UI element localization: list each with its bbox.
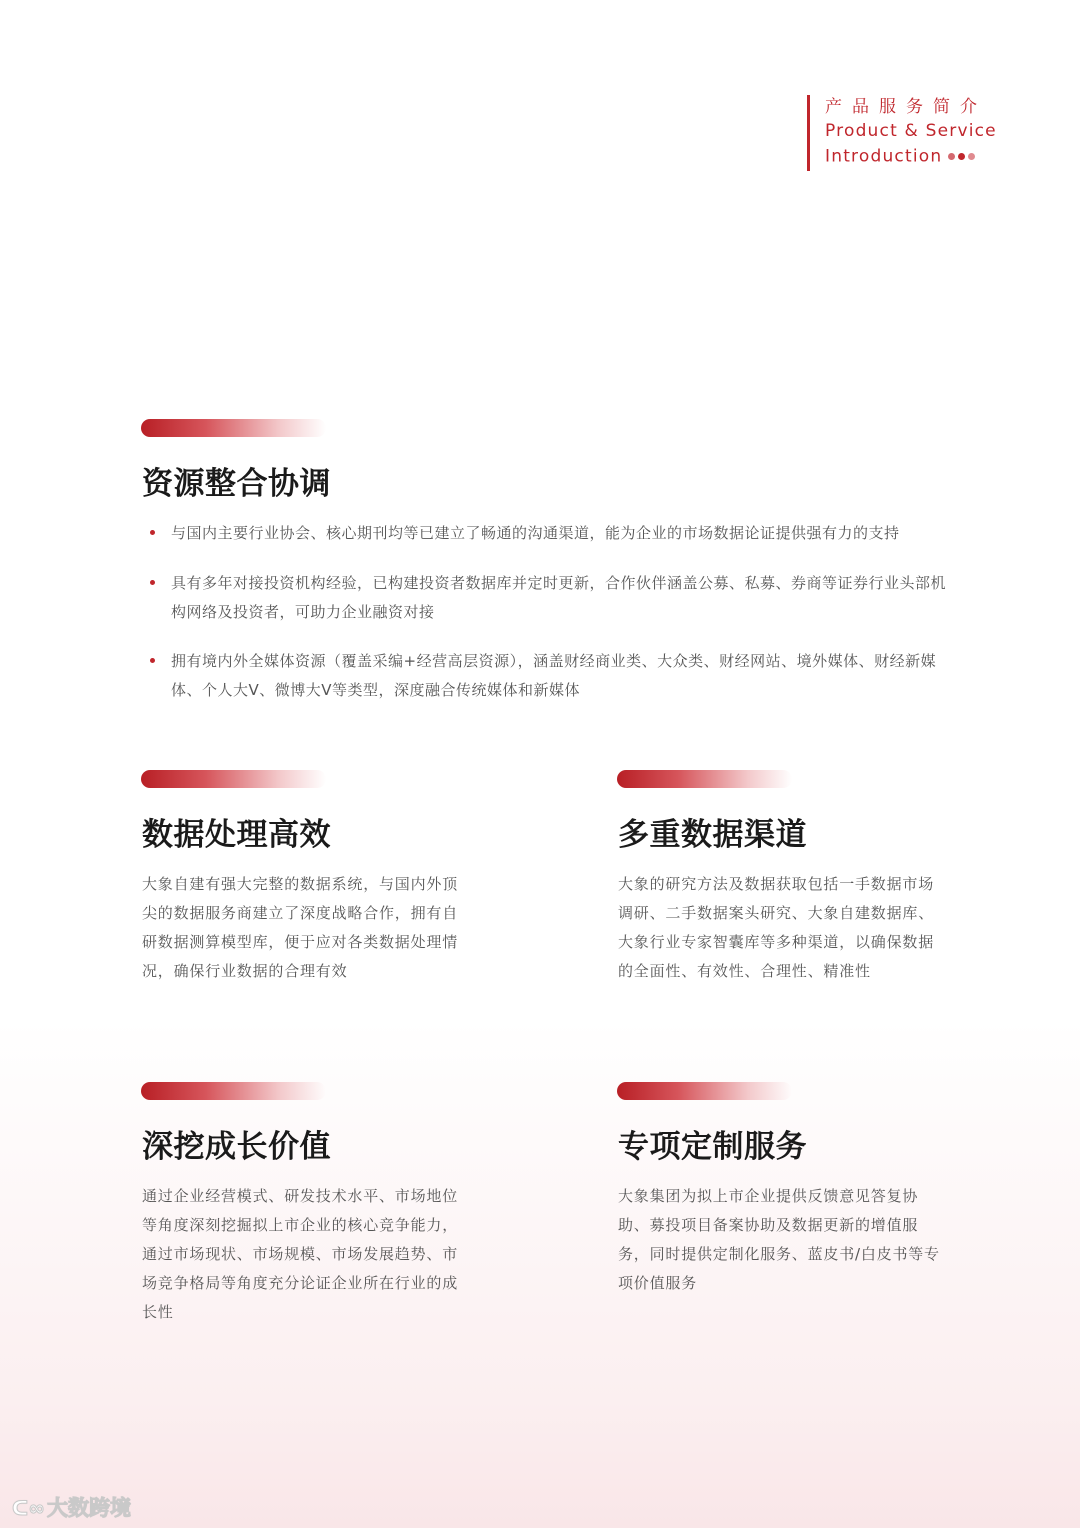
bullet-item (150, 647, 950, 705)
bullet-text: 拥有境内外全媒体资源（覆盖采编+经营高层资源），涵盖财经商业类、大众类、财经网站、境外媒体、财经新媒体、个人大V、微博大V等类型，深度融合传统媒体和新媒体 (171, 652, 937, 699)
section-title-multi-channel: 多重数据渠道 (618, 817, 807, 853)
watermark-mark-icon: ᑕ∞ (12, 1496, 45, 1520)
section-body-data-processing: 大象自建有强大完整的数据系统，与国内外顶尖的数据服务商建立了深度战略合作，拥有自研数据测算模型库，便于应对各类数据处理情况，确保行业数据的合理有效 (142, 875, 459, 980)
bullet-item (150, 519, 950, 548)
bullet-dot-icon (150, 580, 155, 585)
bullet-text: 具有多年对接投资机构经验，已构建投资者数据库并定时更新，合作伙伴涵盖公募、私募、券商等证券行业头部机构网络及投资者，可助力企业融资对接 (171, 574, 947, 621)
bullet-dot-icon (150, 530, 155, 535)
header-title-cn: 产品服务简介 (825, 97, 987, 117)
section-body-growth-value: 通过企业经营模式、研发技术水平、市场地位等角度深刻挖掘拟上市企业的核心竞争能力，通过市场现状、市场规模、市场发展趋势、市场竞争格局等角度充分论证企业所在行业的成长性 (142, 1187, 459, 1321)
dots-decoration-icon (948, 144, 978, 169)
section-body-multi-channel: 大象的研究方法及数据获取包括一手数据市场调研、二手数据案头研究、大象自建数据库、大象行业专家智囊库等多种渠道，以确保数据的全面性、有效性、合理性、精准性 (618, 875, 935, 980)
section-accent-bar (141, 419, 326, 437)
header-title-en-line2 (825, 144, 1025, 170)
section-accent-bar (617, 1082, 792, 1100)
section-accent-bar (141, 770, 326, 788)
section-title-data-processing: 数据处理高效 (142, 817, 331, 853)
bullet-text: 与国内主要行业协会、核心期刊均等已建立了畅通的沟通渠道，能为企业的市场数据论证提供强有力的支持 (171, 524, 900, 542)
section-body-custom-service: 大象集团为拟上市企业提供反馈意见答复协助、募投项目备案协助及数据更新的增值服务，同时提供定制化服务、蓝皮书/白皮书等专项价值服务 (618, 1187, 940, 1292)
section-header-block (807, 95, 1025, 171)
header-title-en-line1: Product & Service (825, 121, 997, 141)
bullet-item (150, 569, 950, 627)
section-title-growth-value: 深挖成长价值 (142, 1129, 331, 1165)
bullet-dot-icon (150, 658, 155, 663)
header-title-en-line2-text: Introduction (825, 146, 943, 167)
watermark-text: 大数跨境 (46, 1496, 131, 1520)
section-title-custom-service: 专项定制服务 (618, 1129, 807, 1165)
section-accent-bar (141, 1082, 326, 1100)
watermark-logo (12, 1492, 131, 1522)
section-accent-bar (617, 770, 792, 788)
section-title-resource: 资源整合协调 (142, 466, 331, 502)
